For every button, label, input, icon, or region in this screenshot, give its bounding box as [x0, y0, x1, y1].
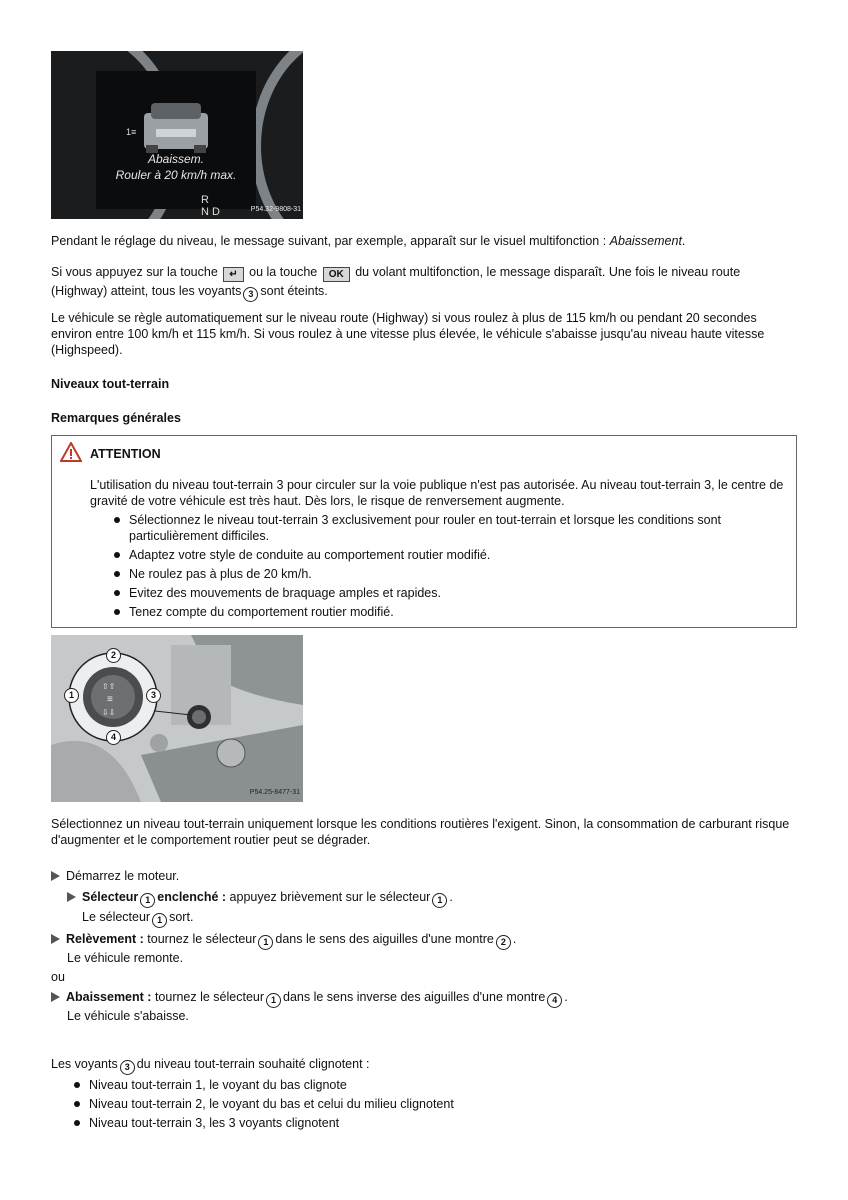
step-arrow-icon: [51, 992, 60, 1002]
paragraph-highway-level: Le véhicule se règle automatiquement sur le niveau route (Highway) si vous roulez à plus de 115 km/h ou pendant 20 secondes environ entre 100 km/h et 115 km/h. Si vous roulez à une vitesse plus élevée, le véhicule s'abaisse jusqu'au niveau haute vitesse (Highspeed).: [51, 311, 765, 357]
multifunction-display: [96, 71, 256, 209]
step-raise-result: Le véhicule remonte.: [67, 951, 184, 965]
list-item: Ne roulez pas à plus de 20 km/h.: [114, 566, 774, 582]
step-selector-engaged: Sélecteur 1 enclenché : appuyez brièvement sur le sélecteur 1 .: [67, 889, 453, 908]
callout-4: 4: [106, 730, 121, 745]
callout-1-icon: 1: [258, 935, 273, 950]
heading-offroad-levels: Niveaux tout-terrain: [51, 377, 170, 391]
list-item: Tenez compte du comportement routier modifié.: [114, 604, 774, 620]
svg-text:⇧⇧: ⇧⇧: [102, 682, 116, 691]
list-item: Niveau tout-terrain 2, le voyant du bas et celui du milieu clignotent: [74, 1096, 454, 1112]
callout-3-icon: 3: [120, 1060, 135, 1075]
paragraph-level-message: Pendant le réglage du niveau, le message suivant, par exemple, apparaît sur le visuel multifonction : Abaissement.: [51, 234, 686, 248]
callout-1-icon: 1: [432, 893, 447, 908]
step-start-engine: Démarrez le moteur.: [51, 868, 179, 884]
heading-general-remarks: Remarques générales: [51, 411, 181, 425]
right-gauge: [251, 51, 303, 219]
display-message: Abaissem. Rouler à 20 km/h max.: [115, 152, 237, 182]
list-item: Niveau tout-terrain 1, le voyant du bas clignote: [74, 1077, 347, 1093]
center-console-image: [51, 635, 303, 802]
callout-1-icon: 1: [266, 993, 281, 1008]
step-raise: Relèvement : tournez le sélecteur 1 dans le sens des aiguilles d'une montre 2 .: [51, 931, 516, 950]
list-item: Evitez des mouvements de braquage amples et rapides.: [114, 585, 774, 601]
list-item: Sélectionnez le niveau tout-terrain 3 exclusivement pour rouler en tout-terrain et lorsque les conditions sont particulièrement difficiles.: [114, 512, 774, 544]
attention-bullets: [114, 512, 774, 623]
callout-2: 2: [106, 648, 121, 663]
svg-text:1≡: 1≡: [126, 127, 137, 137]
attention-title: ATTENTION: [90, 447, 161, 461]
step-lower-result: Le véhicule s'abaisse.: [67, 1009, 189, 1023]
or-text: ou: [51, 970, 65, 984]
instrument-cluster-image: [51, 51, 303, 219]
svg-text:≡: ≡: [107, 694, 113, 705]
paragraph-indicators: Les voyants 3 du niveau tout-terrain souhaité clignotent :: [51, 1056, 370, 1075]
svg-text:⇩⇩: ⇩⇩: [102, 708, 116, 717]
figure-ref: P54.32-9808-31: [250, 206, 301, 213]
attention-body: L'utilisation du niveau tout-terrain 3 pour circuler sur la voie publique n'est pas autorisée. Au niveau tout-terrain 3, le centre de gravité de votre véhicule est très haut. Dès lors, le risque de renversement augmente.: [90, 478, 784, 508]
step-selector-result: Le sélecteur 1 sort.: [82, 909, 193, 928]
callout-1-icon: 1: [140, 893, 155, 908]
step-arrow-icon: [67, 892, 76, 902]
callout-2-icon: 2: [496, 935, 511, 950]
console-illustration: [51, 635, 303, 802]
figure-ref: P54.25-8477-31: [249, 789, 300, 796]
paragraph-key-press: Si vous appuyez sur la touche ↵ ou la touche OK du volant multifonction, le message disparaît. Une fois le niveau route (Highway) atteint, tous les voyants 3 sont éteints.: [51, 263, 796, 302]
callout-4-icon: 4: [547, 993, 562, 1008]
step-arrow-icon: [51, 871, 60, 881]
callout-3-icon: 3: [243, 287, 258, 302]
callout-3: 3: [146, 688, 161, 703]
step-lower: Abaissement : tournez le sélecteur 1 dans le sens inverse des aiguilles d'une montre 4 .: [51, 989, 568, 1008]
list-item: Niveau tout-terrain 3, les 3 voyants clignotent: [74, 1115, 339, 1131]
ok-key-icon: OK: [323, 267, 350, 282]
attention-box: [51, 435, 797, 628]
gear-indicator: R N D: [201, 194, 220, 218]
callout-1-icon: 1: [152, 913, 167, 928]
warning-triangle-icon: [60, 442, 82, 462]
list-item: Adaptez votre style de conduite au comportement routier modifié.: [114, 547, 774, 563]
paragraph-offroad-usage: Sélectionnez un niveau tout-terrain uniquement lorsque les conditions routières l'exigent. Sinon, la consommation de carburant risque d'augmenter et le comportement routier peut se dégrader.: [51, 817, 790, 847]
back-key-icon: ↵: [223, 267, 243, 282]
callout-1: 1: [64, 688, 79, 703]
step-arrow-icon: [51, 934, 60, 944]
